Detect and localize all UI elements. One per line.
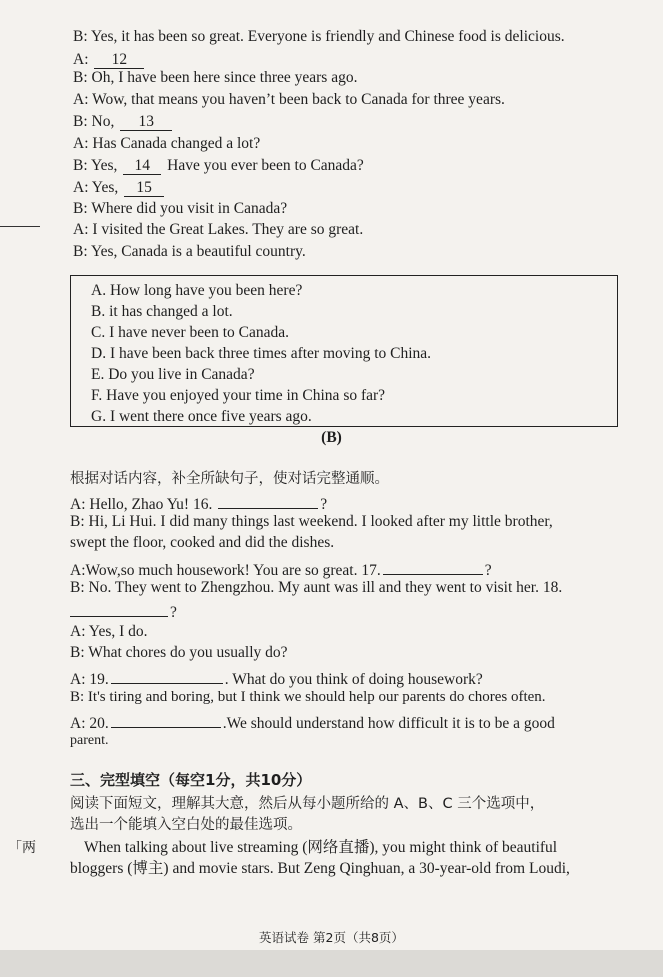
dialogue-line: B: It's tiring and boring, but I think we should help our parents do chores often. [70,689,546,705]
answer-blank-17[interactable] [383,556,483,575]
dialogue-line: B: Yes, Canada is a beautiful country. [73,243,306,260]
part-b-instruction: 根据对话内容，补全所缺句子，使对话完整通顺。 [70,471,389,487]
dialogue-line: B: Hi, Li Hui. I did many things last weekend. I looked after my little brother, [70,513,553,530]
section-title: 三、完型填空（每空1分，共10分） [70,771,312,789]
dialogue-line [70,709,555,734]
speaker: A: Yes, [73,179,119,196]
dialogue-text: A: 20. [70,715,109,732]
answer-blank-18[interactable] [70,598,168,617]
dialogue-line [70,598,177,623]
answer-blank-16[interactable] [218,490,318,509]
dialogue-line: B: Where did you visit in Canada? [73,200,288,217]
section-instruction: 阅读下面短文，理解其大意，然后从每小题所给的 A、B、C 三个选项中， [70,796,545,812]
passage-line: bloggers (博主) and movie stars. But Zeng Qinghuan, a 30-year-old from Loudi, [70,860,570,877]
dialogue-text: A: 19. [70,671,109,688]
dialogue-line [73,50,146,70]
speaker: B: Yes, [73,157,118,174]
option-c: C. I have never been to Canada. [91,324,289,341]
answer-blank-19[interactable] [111,665,223,684]
dialogue-text: A: Hello, Zhao Yu! 16. [70,496,213,513]
option-b: B. it has changed a lot. [91,303,233,320]
dialogue-line [73,178,166,198]
option-g: G. I went there once five years ago. [91,408,312,425]
dialogue-line: B: What chores do you usually do? [70,644,288,661]
dialogue-line: B: Oh, I have been here since three years ago. [73,69,358,86]
dialogue-text: . What do you think of doing housework? [224,671,483,688]
dialogue-line: swept the floor, cooked and did the dishes. [70,534,335,551]
dialogue-line [70,578,562,598]
dialogue-text: Have you ever been to Canada? [167,157,364,174]
option-f: F. Have you enjoyed your time in China so far? [91,387,386,404]
answer-blank-14[interactable]: 14 [123,156,161,175]
page-footer: 英语试卷 第2页（共8页） [259,930,404,945]
dialogue-line: A: Wow, that means you haven’t been back to Canada for three years. [73,91,505,108]
margin-note: 「两 [8,840,36,856]
dialogue-line [73,156,364,176]
dialogue-line: A: Yes, I do. [70,623,148,640]
option-e: E. Do you live in Canada? [91,366,255,383]
margin-mark [0,226,40,227]
speaker: A: [73,51,89,68]
option-d: D. I have been back three times after moving to China. [91,345,432,362]
dialogue-line: parent. [70,733,109,748]
answer-blank-20[interactable] [111,709,221,728]
options-box [70,275,618,427]
dialogue-text: ? [484,562,492,579]
dialogue-text: ? [320,496,328,513]
answer-blank-12[interactable]: 12 [94,50,144,69]
passage-line: When talking about live streaming (网络直播), you might think of beautiful [84,839,558,856]
dialogue-line: A: I visited the Great Lakes. They are so great. [73,221,364,238]
part-b-heading: (B) [321,429,342,446]
dialogue-line: A: Has Canada changed a lot? [73,135,261,152]
section-instruction: 选出一个能填入空白处的最佳选项。 [70,817,302,833]
option-a: A. How long have you been here? [91,282,303,299]
answer-blank-13[interactable]: 13 [120,112,172,131]
answer-blank-15[interactable]: 15 [124,178,164,197]
speaker: B: No, [73,113,115,130]
dialogue-text: .We should understand how difficult it is to be a good [222,715,555,732]
dialogue-line [73,112,174,132]
dialogue-line: B: Yes, it has been so great. Everyone is friendly and Chinese food is delicious. [73,28,565,45]
bottom-strip [0,950,663,977]
dialogue-text: B: No. They went to Zhengzhou. My aunt was ill and they went to visit her. 18. [70,579,563,596]
dialogue-text: A:Wow,so much housework! You are so great. 17. [70,562,381,579]
dialogue-text: ? [170,604,177,621]
